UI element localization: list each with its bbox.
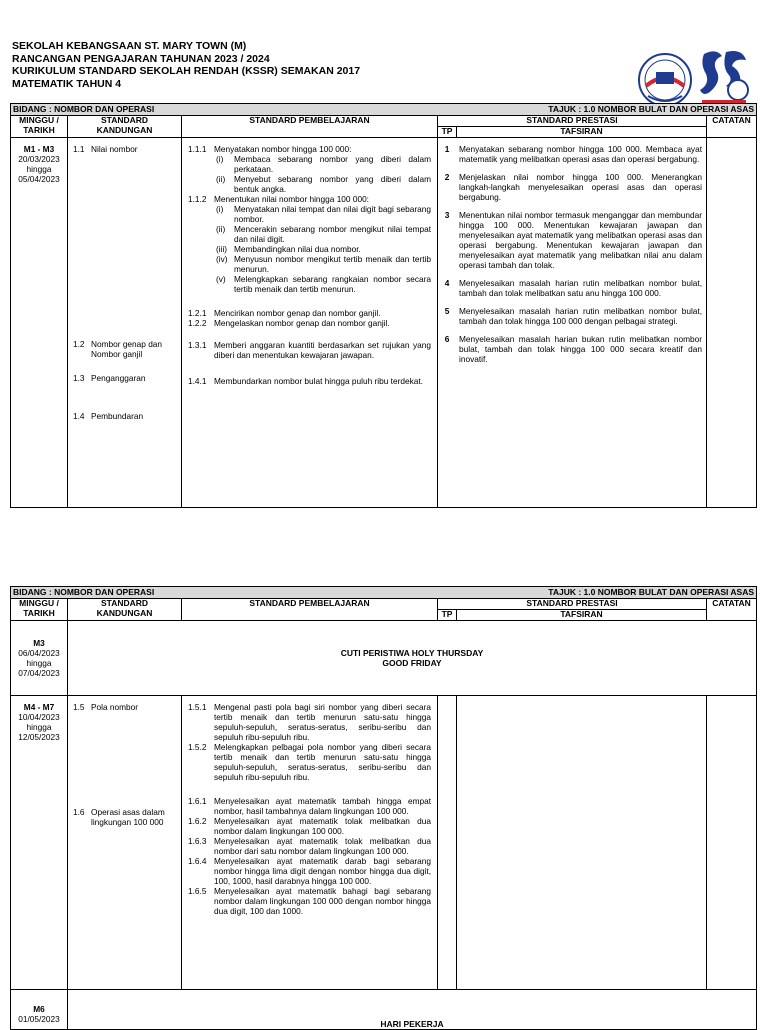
tajuk-label: TAJUK : 1.0 NOMBOR BULAT DAN OPERASI ASAS [438,104,757,116]
plan-table-1 [10,103,757,508]
catatan-cell [707,696,757,990]
col-catatan: CATATAN [707,599,757,621]
school-name: SEKOLAH KEBANGSAAN ST. MARY TOWN (M) [12,40,247,52]
standard-kandungan-cell [68,696,182,990]
col-minggu: MINGGU / TARIKH [11,116,68,138]
week-cell: M4 - M7 10/04/2023 hingga 12/05/2023 [11,696,68,990]
tafsiran-cell [457,696,707,990]
sk-item: 1.6 Operasi asas dalam lingkungan 100 000 [73,807,165,827]
curriculum-title: KURIKULUM STANDARD SEKOLAH RENDAH (KSSR) SEMAKAN 2017 [12,65,361,77]
col-tafsiran: TAFSIRAN [457,127,707,138]
col-standard-pembelajaran: STANDARD PEMBELAJARAN [182,599,438,621]
col-catatan: CATATAN [707,116,757,138]
sk-item: 1.5 Pola nombor [73,702,139,712]
col-minggu: MINGGU / TARIKH [11,599,68,621]
week-cell: M3 06/04/2023 hingga 07/04/2023 [11,621,68,696]
school-crest-logo [634,52,696,108]
standard-pembelajaran-cell: 1.5.1 Mengenal pasti pola bagi siri nombor yang diberi secara tertib menaik dan tertib menurun satu-satu hingga sepuluh-sepuluh, seratus-seratus, seribu-seribu dan sepuluh ribu-sepuluh ribu. 1.5.2 Melengkapkan pelbagai pola nombor yang diberi secara tertib menaik dan tertib menurun satu-satu hingga sepuluh-sepuluh, seratus-seratus, seribu-seribu dan sepuluh ribu-sepuluh ribu. 1.6.1 Menyelesaikan ayat matematik tambah hingga empat nombor, hasil tambahnya dalam lingkungan 100 000. 1.6.2 Menyelesaikan ayat matematik tolak melibatkan dua nombor dalam lingkungan 100 000. 1.6.3 Menyelesaikan ayat matematik tolak melibatkan dua nombor dari satu nombor dalam lingkungan 100 000. 1.6.4 Menyelesaikan ayat matematik darab bagi sebarang nombor hingga lima digit dengan nombor hingga dua digit, 100, 1000, hasil darabnya hingga 100 000. 1.6.5 Menyelesaikan ayat matematik bahagi bagi sebarang nombor dalam lingkungan 100 000 dengan nombor hingga dua digit, 100 dan 1000. [182,696,438,990]
col-tafsiran: TAFSIRAN [457,610,707,621]
tp-row: 2 Menjelaskan nilai nombor hingga 100 000. Menerangkan langkah-langkah menyelesaikan operasi asas dan operasi bergabung. [444,172,703,202]
standard-pembelajaran-cell: 1.1.1 Menyatakan nombor hingga 100 000: (i) Membaca sebarang nombor yang diberi dalam perkataan. (ii) Menyebut sebarang nombor yang diberi dalam bentuk angka. 1.1.2 Menentukan nilai nombor hingga 100 000: (i) Menyatakan nilai tempat dan nilai digit bagi sebarang nombor. (ii) Mencerakin sebarang nombor mengikut nilai tempat dan nilai digit. (iii) Membandingkan nilai dua nombor. (iv) Menyusun nombor mengikut tertib menaik dan tertib menurun. (v) Melengkapkan sebarang rangkaian nombor secara tertib menaik dan tertib menurun. 1.2.1 Mencirikan nombor genap dan nombor ganjil. 1.2.2 Mengelaskan nombor genap dan nombor ganjil. 1.3.1 Memberi anggaran kuantiti berdasarkan set rujukan yang diberi dan menentukan kewajaran jawapan. 1.4.1 Membundarkan nombor bulat hingga puluh ribu terdekat. [182,138,438,508]
anniversary-logo [698,46,750,108]
subject-title: MATEMATIK TAHUN 4 [12,77,122,90]
col-standard-prestasi: STANDARD PRESTASI [438,599,707,610]
sk-item: 1.3 Penganggaran [73,373,146,383]
bidang-label: BIDANG : NOMBOR DAN OPERASI [11,587,438,599]
tp-row: 5 Menyelesaikan masalah harian rutin melibatkan nombor bulat, tambah dan tolak hingga 100 000 dengan pelbagai strategi. [444,306,703,326]
bidang-label: BIDANG : NOMBOR DAN OPERASI [11,104,438,116]
col-standard-pembelajaran: STANDARD PEMBELAJARAN [182,116,438,138]
catatan-cell [707,138,757,508]
col-standard-kandungan: STANDARD KANDUNGAN [68,599,182,621]
tp-row: 3 Menentukan nilai nombor termasuk menganggar dan membundar hingga 100 000. Menentukan kewajaran jawapan dan menyelesaikan ayat matematik yang melibatkan operasi asas dan operasi bergabung. Menentukan kewajaran jawapan dan menyelesaikan ayat matematik yang melibatkan nilai anu dalam operasi tambah dan tolak. [444,210,703,270]
tafsiran-cell [438,138,707,508]
col-tp: TP [438,127,457,138]
tajuk-label: TAJUK : 1.0 NOMBOR BULAT DAN OPERASI ASAS [438,587,757,599]
tp-cell [438,696,457,990]
sk-item: 1.2 Nombor genap dan Nombor ganjil [73,339,163,359]
sk-item: 1.1 Nilai nombor [73,144,138,154]
col-tp: TP [438,610,457,621]
week-cell: M6 01/05/2023 [11,990,68,1030]
week-cell: M1 - M3 20/03/2023 hingga 05/04/2023 [11,138,68,508]
plan-table-2 [10,586,757,1030]
sk-item: 1.4 Pembundaran [73,411,144,421]
col-standard-prestasi: STANDARD PRESTASI [438,116,707,127]
holiday-cell: CUTI PERISTIWA HOLY THURSDAY GOOD FRIDAY [68,621,757,696]
tp-row: 4 Menyelesaikan masalah harian rutin melibatkan nombor bulat, tambah dan tolak melibatkan satu anu hingga 100 000. [444,278,703,298]
col-standard-kandungan: STANDARD KANDUNGAN [68,116,182,138]
document-header [12,40,360,90]
tp-row: 6 Menyelesaikan masalah harian bukan rutin melibatkan nombor bulat, tambah dan tolak hingga 100 000 secara kreatif dan inovatif. [444,334,703,364]
plan-title: RANCANGAN PENGAJARAN TAHUNAN 2023 / 2024 [12,52,270,65]
holiday-cell: HARI PEKERJA [68,990,757,1030]
tp-row: 1 Menyatakan sebarang nombor hingga 100 000. Membaca ayat matematik yang melibatkan operasi asas dan operasi bergabung. [444,144,703,164]
standard-kandungan-cell [68,138,182,508]
